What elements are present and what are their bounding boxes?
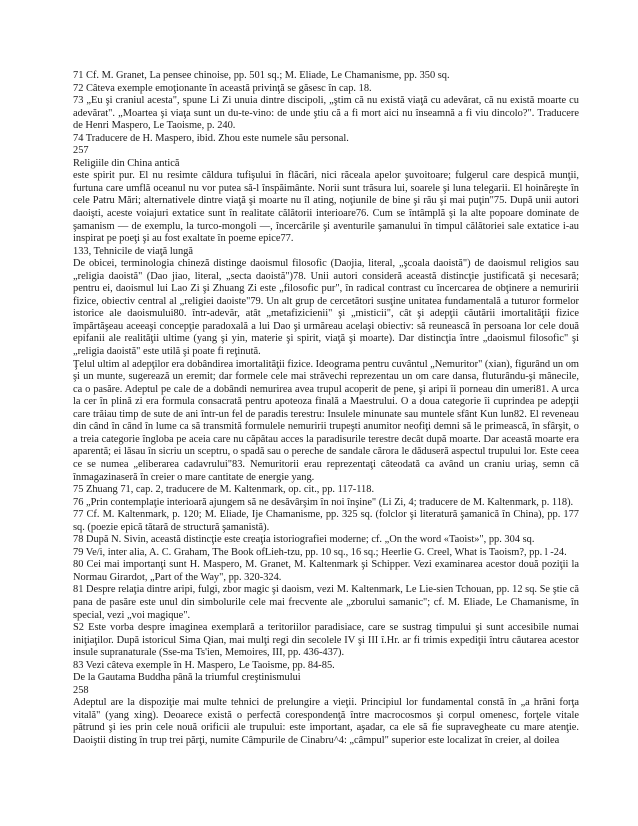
paragraph-spirit-pur: este spirit pur. El nu resimte căldura tufişului în flăcări, nici răceala apelor şuvoitoare; fulgerul care despică munţii, furtuna care umflă oceanul nu vor putea să-l înspăimânte. Norii sunt trăsura lui, soarele şi luna telegarii. El hoinăreşte în cele Patru Mări; alternativele dintre viaţă şi moarte nu îl ating, noţiunile de bine şi rău şi mai puţin"75. După unii autori daoişti, aceste voiajuri extatice sunt în realitate călătorii interioare76. Cum se întâmplă şi la alte popoare dominate de şamanism — de exemplu, la turco-mongoli —, încercările şi aventurile şamanului în timpul călătoriei sale extatice i-au inspirat pe poeţi şi au fost exaltate în poeme epice77. [73, 170, 579, 245]
footnote-71: 71 Cf. M. Granet, La pensee chinoise, pp. 501 sq.; M. Eliade, Le Chamanisme, pp. 350 sq. [73, 70, 450, 81]
page-number-258: 258 [73, 684, 89, 696]
footnote-80: 80 Cei mai importanţi sunt H. Maspero, M. Granet, M. Kaltenmark şi Schipper. Vezi examinarea acestor două poziţii la Normau Girardot, „Part of the Way", pp. 320-324. [73, 559, 579, 583]
paragraph-terminologia: De obicei, terminologia chineză distinge daoismul filosofic (Daojia, literal, „şcoala daoistă") de daoismul religios sau „religia daoistă" (Dao jiao, literal, „secta daoistă")78. Unii autori consideră această distincţie justificată şi necesară; pentru ei, daoismul lui Lao Zi şi Zhuang Zi este „filosofic pur", în radical contrast cu încercarea de obţinere a nemuririi fizice, obiectiv central al „religiei daoiste"79. Un alt grup de cercetători susţine unitatea fundamentală a tuturor formelor istorice ale daoismului80. într-adevăr, atât „metafizicienii" şi „misticii", cât şi adepţii căutării imortalităţii fizice împărtăşeau aceeaşi concepţie paradoxală a lui Dao şi urmăreau acelaşi obiectiv: să reunească în persoana lor cele două epifanii ale realităţii ultime (yang şi yin, materie şi spirit, viaţă şi moarte). Dar distincţia între „daoismul filosofic" şi „religia daoistă" este utilă şi poate fi reţinută. [73, 258, 579, 358]
footnote-78: 78 După N. Sivin, această distincţie este creaţia istoriografiei moderne; cf. „On the word «Taoist»", pp. 304 sq. [73, 534, 535, 546]
footnote-83: 83 Vezi câteva exemple în H. Maspero, Le Taoisme, pp. 84-85. [73, 659, 335, 671]
page-number-257: 257 [73, 145, 89, 157]
running-header: De la Gautama Buddha până la triumful creştinismului [73, 672, 301, 684]
paragraph-adeptul: Adeptul are la dispoziţie mai multe tehnici de prelungire a vieţii. Principiul lor fundamental constă în „a hrăni forţa vitală" (yang xing). Deoarece există o perfectă corespondenţă între macrocosmos şi corpul omenesc, forţele vitale pătrund şi ies prin cele nouă orificii ale trupului: este important, aşadar, ca ele să fie supravegheate cu mare atenţie. Daoiştii disting în trup trei părţi, numite Câmpurile de Cinabru^4: „câmpul" superior este localizat în creier, al doilea [73, 697, 579, 746]
footnote-82: S2 Este vorba despre imaginea exemplară a teritoriilor paradisiace, care se sustrag timpului şi sunt accesibile numai iniţiaţilor. După istoricul Sima Qian, mai mulţi regi din secolele IV şi III î.Hr. ar fi trimis expediţii întru căutarea acestor insule supranaturale (Sse-ma Ts'ien, Memoires, III, pp. 436-437). [73, 622, 579, 659]
footnote-81: 81 Despre relaţia dintre aripi, fulgi, zbor magic şi daoism, vezi M. Kaltenmark, Le Lie-sien Tchouan, pp. 12 sq. Se ştie că pana de pasăre este unul din simbolurile cele mai frecvente ale „zborului samanic"; cf. M. Eliade, Le Chamanisme, în special, vezi „voi magique". [73, 584, 579, 621]
section-heading-religiile: Religiile din China antică [73, 157, 180, 169]
footnote-76: 76 „Prin contemplaţie interioară ajungem să ne desăvârşim în noi înşine" (Li Zi, 4; traducere de M. Kaltenmark, p. 118). [73, 496, 574, 508]
footnote-74: 74 Traducere de H. Maspero, ibid. Zhou este numele său personal. [73, 132, 349, 144]
footnote-75: 75 Zhuang 71, cap. 2, traducere de M. Kaltenmark, op. cit., pp. 117-118. [73, 484, 375, 496]
footnote-72: 72 Câteva exemple emoţionante în această privinţă se găsesc în cap. 18. [73, 82, 372, 94]
footnote-77: 77 Cf. M. Kaltenmark, p. 120; M. Eliade, Ije Chamanisme, pp. 325 sq. (folclor şi literatură şamanică în China), pp. 177 sq. (poezie epică tătară de structură şamanistă). [73, 509, 579, 533]
section-heading-tehnicile: 133, Tehnicile de viaţă lungă [73, 245, 193, 257]
footnote-79: 79 Ve/i, inter alia, A. C. Graham, The Book ofLieh-tzu, pp. 10 sq., 16 sq.; Heerlie G. Creel, What is Taoism?, pp. l -24. [73, 546, 567, 558]
footnote-73: 73 „Eu şi craniul acesta", spune Li Zi unuia dintre discipoli, „ştim că nu există viaţă cu adevărat, că nu există moarte cu adevărat". „Moartea şi viaţa sunt un du-te-vino: de unde ştiu că a fi mort aici nu înseamnă a fi viu dincolo?". Traducere de Henri Maspero, Le Taoisme, p. 240. [73, 95, 579, 132]
paragraph-telul-ultim: Ţelul ultim al adepţilor era dobândirea imortalităţii fizice. Ideograma pentru cuvântul „Nemuritor" (xian), figurând un om şi un munte, sugerează un eremit; dar formele cele mai străvechi reprezentau un om care dansa, fluturându-şi mânecile, ca o pasăre. Adeptul pe cale de a dobândi nemurirea avea trupul acoperit de pene, şi aripi îi porneau din umeri81. A urca la cer în plină zi era formula consacrată pentru apoteoza finală a Maestrului. O a doua categorie îi cuprindea pe adepţii care trăiau timp de sute de ani într-un fel de paradis terestru: Insulele minunate sau muntele sfânt Kun lun82. El reveneau din când în când în lume ca să transmită formulele nemuririi trupeşti anumitor neofiţi demni să le primească, în sfârşit, o a treia categorie îngloba pe aceia care nu căpătau acces la paradisurile terestre decât după moarte. Dar această moarte era aparentă; ei lăsau în sicriu un sceptru, o spadă sau o pereche de sandale cărora le dăduseră aspectul trupului lor. Este ceea ce se numea „eliberarea cadavrului"83. Nemuritorii erau reprezentaţi câteodată ca având un craniu uriaş, semn că înmagazinaseră în creier o mare cantitate de energie yang. [73, 358, 579, 483]
document-page [73, 70, 579, 748]
